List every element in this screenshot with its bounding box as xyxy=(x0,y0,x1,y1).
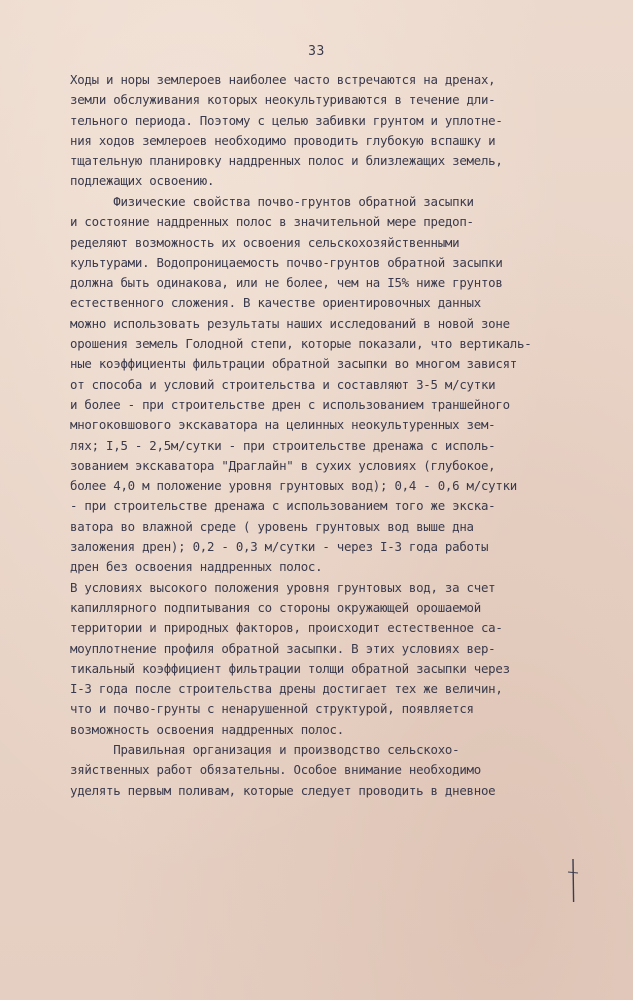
text-line: орошения земель Голодной степи, которые показали, что вертикаль- xyxy=(70,336,532,352)
margin-pen-mark xyxy=(567,858,579,904)
text-line: подлежащих освоению. xyxy=(70,173,215,189)
text-line: зованием экскаватора "Драглайн" в сухих условиях (глубокое, xyxy=(70,457,496,473)
text-line: тикальный коэффициент фильтрации толщи обратной засыпки через xyxy=(70,660,510,676)
text-line: лях; I,5 - 2,5м/сутки - при строительстве дренажа с исполь- xyxy=(70,437,496,453)
text-line: ватора во влажной среде ( уровень грунтовых вод выше дна xyxy=(70,518,474,534)
text-line: территории и природных факторов, происходит естественное са- xyxy=(70,620,503,636)
text-line: многоковшового экскаватора на целинных неокультуренных зем- xyxy=(70,417,496,433)
text-line: зяйственных работ обязательны. Особое внимание необходимо xyxy=(70,762,481,778)
text-line: ные коэффициенты фильтрации обратной засыпки во многом зависят xyxy=(70,356,518,372)
text-line: ния ходов землероев необходимо проводить глубокую вспашку и xyxy=(70,132,496,148)
text-line: заложения дрен); 0,2 - 0,3 м/сутки - через I-3 года работы xyxy=(70,539,489,555)
text-line: и состояние наддренных полос в значительной мере предоп- xyxy=(70,214,474,230)
paragraph-1 xyxy=(70,70,570,192)
text-line: Ходы и норы землероев наиболее часто встречаются на дренах, xyxy=(70,72,496,87)
text-line: и более - при строительстве дрен с использованием траншейного xyxy=(70,396,510,412)
text-line: - при строительстве дренажа с использованием того же экска- xyxy=(70,498,496,514)
text-line: Физические свойства почво-грунтов обратной засыпки xyxy=(70,194,474,209)
text-line: В условиях высокого положения уровня грунтовых вод, за счет xyxy=(70,579,496,595)
text-line: Правильная организация и производство сельскохо- xyxy=(70,742,460,757)
text-line: капиллярного подпитывания со стороны окружающей орошаемой xyxy=(70,599,481,615)
text-line: от способа и условий строительства и составляют 3-5 м/сутки xyxy=(70,376,496,392)
text-line: естественного сложения. В качестве ориентировочных данных xyxy=(70,295,481,311)
text-line: моуплотнение профиля обратной засыпки. В этих условиях вер- xyxy=(70,640,496,656)
text-line: должна быть одинакова, или не более, чем на I5% ниже грунтов xyxy=(70,275,503,291)
text-line: возможность освоения наддренных полос. xyxy=(70,721,344,737)
paragraph-3 xyxy=(70,740,570,801)
text-line: земли обслуживания которых неокультуриваются в течение дли- xyxy=(70,92,496,108)
text-line: тщательную планировку наддренных полос и близлежащих земель, xyxy=(70,153,503,169)
text-line: можно использовать результаты наших исследований в новой зоне xyxy=(70,315,510,331)
text-line: тельного периода. Поэтому с целью забивки грунтом и уплотне- xyxy=(70,112,503,128)
text-line: ределяют возможность их освоения сельскохозяйственными xyxy=(70,234,460,250)
text-line: уделять первым поливам, которые следует проводить в дневное xyxy=(70,782,496,798)
text-line: что и почво-грунты с ненарушенной структурой, появляется xyxy=(70,701,474,717)
text-line: культурами. Водопроницаемость почво-грунтов обратной засыпки xyxy=(70,254,503,270)
paragraph-2 xyxy=(70,192,570,740)
text-line: дрен без освоения наддренных полос. xyxy=(70,559,323,575)
text-line: более 4,0 м положение уровня грунтовых вод); 0,4 - 0,6 м/сутки xyxy=(70,478,518,494)
text-line: I-3 года после строительства дрены достигает тех же величин, xyxy=(70,681,503,697)
page-number: 33 xyxy=(308,44,325,59)
